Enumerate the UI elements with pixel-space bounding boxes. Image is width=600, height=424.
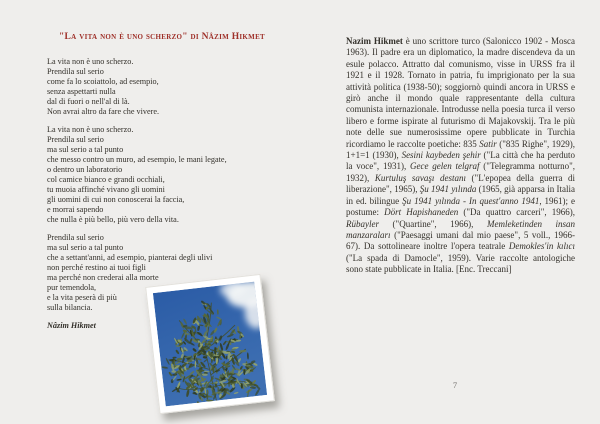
bio-work-title: Rübayler — [346, 218, 379, 229]
poem-stanza — [47, 57, 277, 117]
page-number: 7 — [452, 380, 458, 390]
bio-text: ("835 Righe", 1929), 1+1=1 (1930), — [346, 138, 575, 161]
bio-work-title: Demokles'in kılıcı — [508, 241, 575, 252]
bio-work-title: Dört Hapishaneden — [384, 207, 459, 218]
bio-text: ("Quartine", 1966), — [379, 218, 487, 229]
bio-text: è uno scrittore turco (Salonicco 1902 - Mosca 1963). Il padre era un diplomatico, la madre discendeva da un esule polacco. Attratto dal comunismo, visse in URSS fra il 1921 e il 1928. Tornato in patria, fu imprigionato per la sua attività politica (1938-50); soggiornò quindi ancora in URSS e girò anche il mondo quale rappresentante della cultura comunista internazionale. Introdusse nella poesia turca il verso libero e forme ispirate al futurismo di Majakovskij. Tra le più note delle sue numerosissime opere pubblicate in Turchia ricordiamo le raccolte poetiche: 835 — [346, 36, 575, 149]
bio-work-title: Satir — [479, 138, 497, 149]
biography-paragraph — [346, 36, 575, 276]
poem-line: senza aspettarti nulla — [47, 87, 116, 96]
bio-work-title: Şu 1941 yılında - In quest'anno 1941 — [402, 195, 540, 206]
olive-tree-photo-image — [153, 282, 267, 407]
bio-text: ("La spada di Damocle", 1959). Varie raccolte antologiche sono state pubblicate in Italia. [Enc. Treccani] — [346, 252, 575, 275]
poem-line: ma sul serio a tal punto — [47, 243, 124, 252]
poem-line: ma perché non crederai alla morte — [47, 273, 159, 282]
poem-line: La vita non è uno scherzo. — [47, 125, 134, 134]
bio-text: ("L'epopea della guerra di liberazione", 1965), — [346, 172, 576, 195]
poem-line: come fa lo scoiattolo, ad esempio, — [47, 77, 159, 86]
poem-line: gli uomini di cui non conoscerai la faccia, — [47, 195, 185, 204]
poem-author-signature: Nâzim Hikmet — [47, 321, 96, 330]
poem-line: Non avrai altro da fare che vivere. — [47, 107, 160, 116]
olive-tree-photo — [145, 274, 275, 414]
poem-title: "La vita non è uno scherzo" di Nâzim Hikmet — [58, 32, 266, 42]
poem-line: col camice bianco e grandi occhiali, — [47, 175, 165, 184]
bio-work-title: Kurtuluş savaşı destanı — [374, 172, 466, 183]
bio-text: (1965, già apparsa in Italia in ed. bilingue — [346, 184, 576, 206]
poem-line: che nulla è più bello, più vero della vita. — [47, 215, 179, 224]
poem-line: che a settant'anni, ad esempio, pianterai degli ulivi — [47, 253, 213, 262]
bio-text: ("Da quattro carceri", 1966), — [458, 207, 575, 218]
right-page — [346, 36, 575, 276]
poem-line: tu muoia affinché vivano gli uomini — [47, 185, 165, 194]
bio-text: ("Telegramma notturno", 1932), — [346, 161, 575, 183]
poem-line: non perché restino ai tuoi figli — [47, 263, 146, 272]
bio-text: , 1961); e postume: — [346, 195, 575, 218]
poem-line: La vita non è uno scherzo. — [47, 57, 134, 66]
poem-line: e morrai sapendo — [47, 205, 104, 214]
bio-work-title: Memleketinden insan manzaraları — [346, 218, 575, 240]
bio-text: ("La città che ha perduto la voce", 1931), — [346, 150, 575, 172]
poem-stanza — [47, 125, 277, 225]
bio-author-name: Nazim Hikmet — [346, 36, 403, 46]
poem-line: o dentro un laboratorio — [47, 165, 123, 174]
poem-line: dal di fuori o nell'al di là. — [47, 97, 130, 106]
poem-line: che messo contro un muro, ad esempio, le mani legate, — [47, 155, 227, 164]
poem-line: Prendila sul serio — [47, 233, 104, 242]
bio-work-title: Gece gelen telgraf — [409, 161, 480, 172]
poem-line: pur temendola, — [47, 283, 97, 292]
poem-line: Prendila sul serio — [47, 67, 104, 76]
poem-line: e la vita peserà di più — [47, 293, 117, 302]
poem-body — [47, 57, 277, 313]
poem-line: ma sul serio a tal punto — [47, 145, 124, 154]
bio-work-title: Şu 1941 yılında — [419, 184, 477, 195]
poem-line: sulla bilancia. — [47, 303, 93, 312]
bio-work-title: Sesini kaybeden şehir — [401, 150, 481, 161]
poem-line: Prendila sul serio — [47, 135, 104, 144]
bio-text: ("Paesaggi umani dal mio paese", 5 voll., 1966-67). Da sottolineare inoltre l'opera teatrale — [346, 229, 575, 252]
